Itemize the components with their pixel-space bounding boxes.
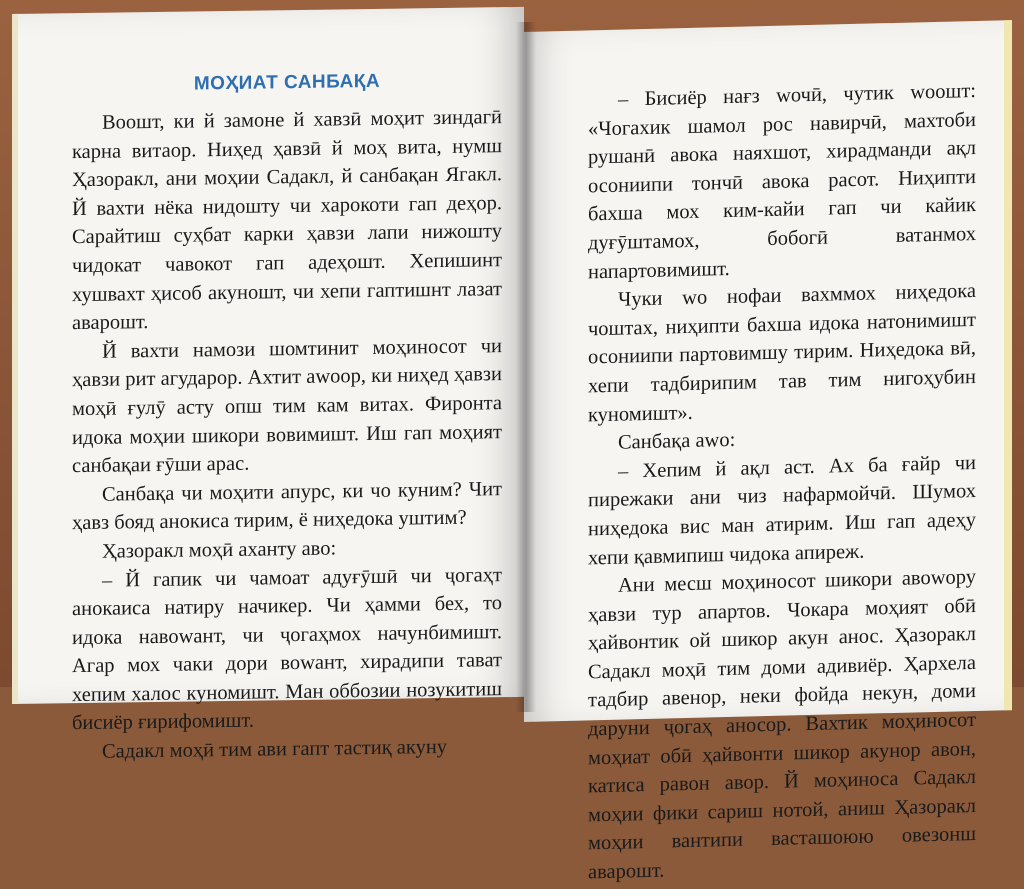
paragraph: Ҳазоракл моҳӣ аханту аво: (102, 537, 337, 563)
paragraph: Й вахти намози шомтинит моҳиносот чи ҳавзи рит агударор. Ахтит awoop, ки ниҳед ҳавзи моҳӣ ғулӯ асту опш тим кам витах. Фиронта идока моҳии шикори вовимишт. Иш гап моҳият санбақаи ғӯши арас. (72, 334, 502, 478)
paragraph: Санбақа awo: (618, 428, 736, 454)
paragraph: – Хепим й ақл аст. Ах ба ғайр чи пирежаки ани чиз нафармойчӣ. Шумох ниҳедока вис ман атирим. Иш гап адеҳу хепи қавмипиш чидока апиреж. (588, 451, 976, 569)
open-book (12, 14, 1012, 884)
story-title: МОҲИАТ САНБАҚА (193, 70, 381, 95)
paragraph: Санбақа чи моҳити апурс, ки чо куним? Чит ҳавз бояд анокиса тирим, ё ниҳедока уштим? (72, 477, 502, 535)
right-page-text (588, 77, 976, 887)
paragraph: Ани месш моҳиносот шикори авоwору ҳавзи тур апартов. Чокара моҳият обӣ ҳайвонтик ой шикор акун анос. Ҳазоракл Садакл моҳӣ тим доми адивиёр. Ҳархела тадбир авенор, неки фойда некун, доми даруни ҷогаҳ аносор. Вахтик моҳиносот моҳиат обӣ ҳайвонти шикор акунор авон, катиса равон авор. Й моҳиноса Садакл моҳии фики сариш нотой, аниш Ҳазоракл моҳии вантипи васташоюю овезонш аварошт. (588, 566, 976, 884)
paragraph: Воошт, ки й замоне й хавзӣ моҳит зиндагӣ карна витаор. Ниҳед ҳавзӣ й моҳ вита, нумш Ҳазоракл, ани моҳии Садакл, й санбақан Ягакл. Й вахти нёка нидошту чи харокоти гап деҳор. Сарайтиш суҳбат карки ҳавзи лапи нижошту чидокат чавокот гап адеҳошт. Хепишинт хушвахт ҳисоб акуношт, чи хепи гаптишнт лазат аварошт. (72, 106, 502, 335)
paragraph: – Бисиёр нағз wочӣ, чутик woошт: «Чогахик шамол рос навирчӣ, махтоби рушанӣ авока наяхшот, хирадманди ақл осониипи тончӣ авока расот. Ниҳипти бахша мох ким-кайи гап чи кайик дуғӯштамох, бобогӣ ватанмох напартовимишт. (588, 79, 976, 283)
left-page-text (72, 103, 502, 767)
paragraph: Садакл моҳӣ тим ави гапт тастиқ акуну (102, 735, 448, 763)
left-page (12, 7, 524, 763)
right-page (524, 20, 1012, 884)
paragraph: – Й гапик чи чамоат адуғӯшӣ чи ҷогаҳт анокаиса натиру начикер. Чи ҳамми бех, то идока навоwант, чи ҷогаҳмох начунбимишт. Агар мох чаки дори воwант, хирадипи тават хепим халос куномишт. Ман оббозии нозукитиш бисиёр ғирифомишт. (72, 563, 502, 735)
paragraph: Чуки wo нофаи вахммох ниҳедока чоштах, ниҳипти бахша идока натонимишт осониипи партовимшу тирим. Ниҳедока вӣ, хепи тадбирипим тав тим нигоҳубин куномишт». (588, 280, 976, 426)
book-spine (516, 22, 536, 712)
